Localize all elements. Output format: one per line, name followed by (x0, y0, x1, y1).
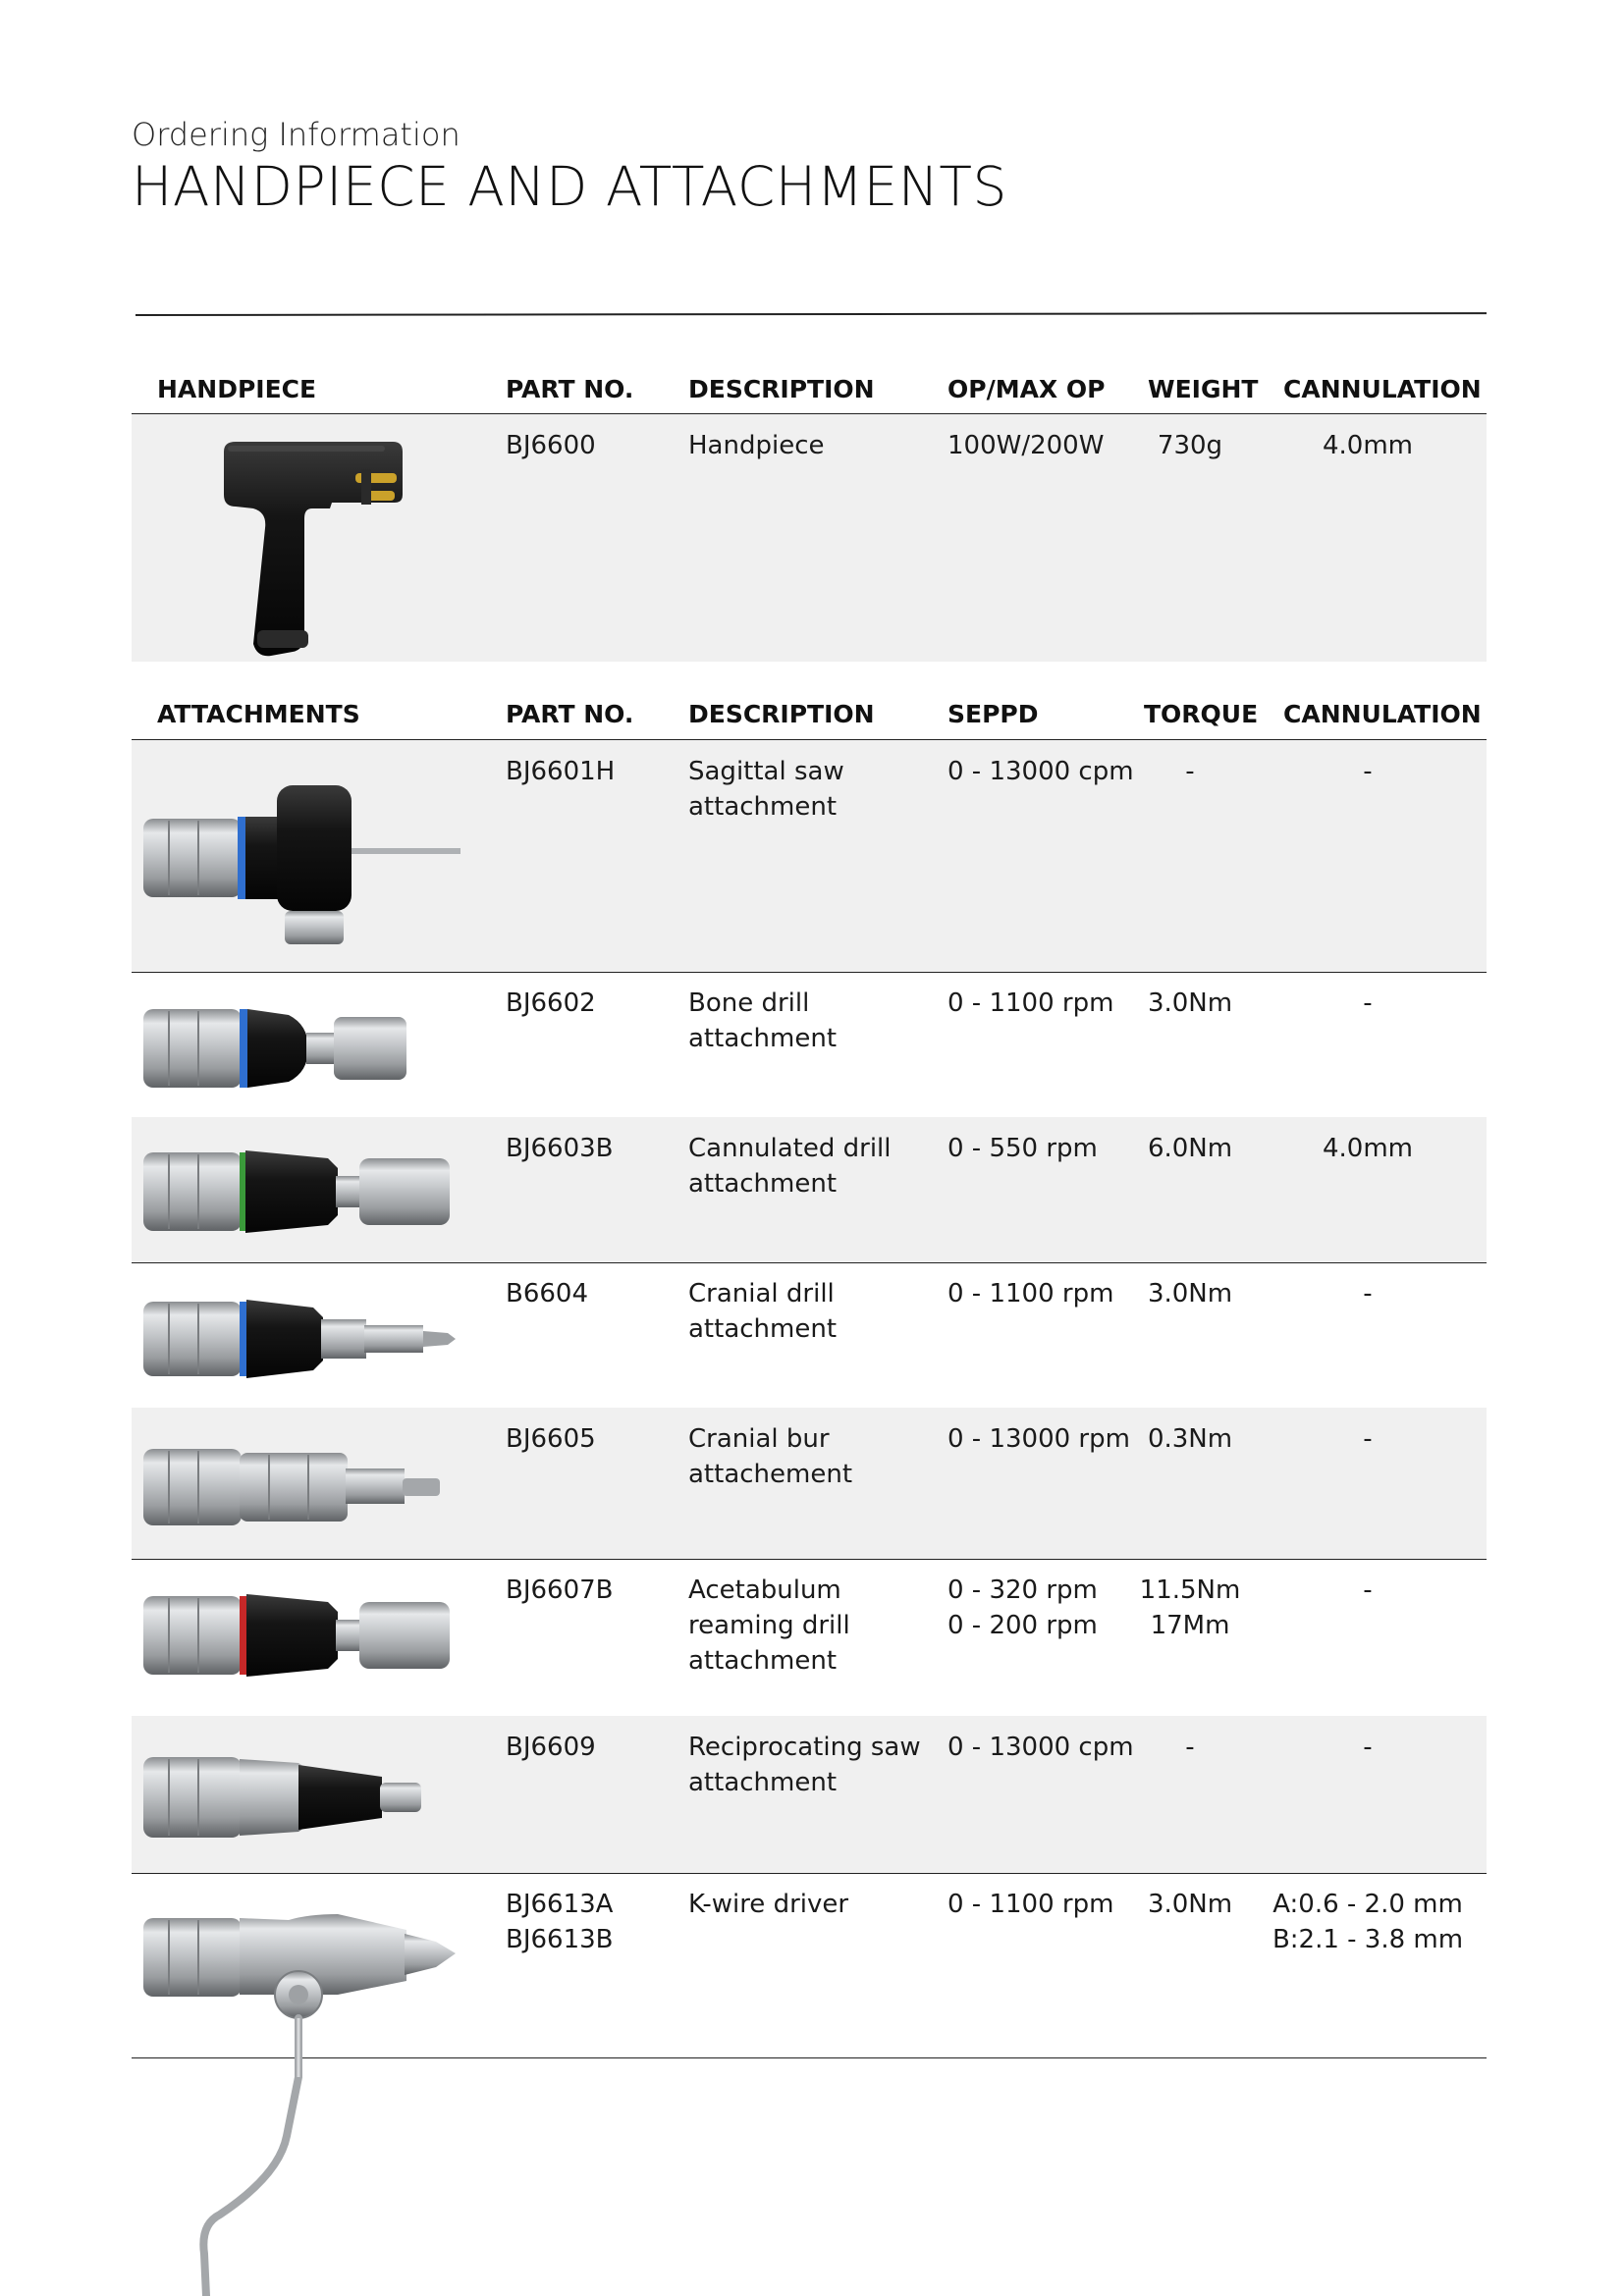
speed: 0 - 320 rpm 0 - 200 rpm (947, 1575, 1098, 1640)
cranial-bur-attachment-icon (141, 1443, 465, 1531)
part-number: BJ6613A BJ6613B (506, 1890, 614, 1954)
part-number: BJ6603B (506, 1134, 614, 1163)
handpiece-table-header (0, 375, 1624, 414)
torque: 3.0Nm (1147, 1890, 1233, 1919)
handpiece-op-max-op: 100W/200W (947, 431, 1105, 460)
table-row-bj6605 (132, 1408, 1487, 1559)
torque: - (1185, 1733, 1195, 1762)
part-number: BJ6605 (506, 1424, 596, 1454)
col-header-part-no: PART NO. (506, 700, 634, 728)
part-number: BJ6601H (506, 757, 616, 786)
col-header-cannulation: CANNULATION (1283, 700, 1482, 728)
section-subtitle: Ordering Information (132, 116, 460, 153)
torque: 6.0Nm (1147, 1134, 1233, 1163)
cannulation: - (1363, 988, 1373, 1018)
cannulation: - (1363, 1575, 1373, 1605)
speed: 0 - 1100 rpm (947, 1890, 1114, 1919)
handpiece-drill-icon (214, 434, 410, 660)
part-number: B6604 (506, 1279, 589, 1308)
attachments-table-header (0, 700, 1624, 739)
col-header-speed: SEPPD (947, 700, 1039, 728)
cannulation: - (1363, 757, 1373, 786)
col-header-part-no: PART NO. (506, 375, 634, 403)
description: Cannulated drill attachment (688, 1134, 892, 1199)
speed: 0 - 13000 rpm (947, 1424, 1130, 1454)
part-number: BJ6602 (506, 988, 596, 1018)
speed: 0 - 550 rpm (947, 1134, 1098, 1163)
speed: 0 - 1100 rpm (947, 1279, 1114, 1308)
table-row-bj6603b (132, 1117, 1487, 1262)
table-row-bj6602 (132, 972, 1487, 1117)
col-header-description: DESCRIPTION (688, 700, 875, 728)
col-header-op-max-op: OP/MAX OP (947, 375, 1106, 403)
table-row-bj6601h (132, 740, 1487, 972)
col-header-attachments: ATTACHMENTS (157, 700, 360, 728)
description: Reciprocating saw attachment (688, 1733, 921, 1797)
col-header-description: DESCRIPTION (688, 375, 875, 403)
handpiece-weight: 730g (1157, 431, 1223, 460)
speed: 0 - 13000 cpm (947, 757, 1134, 786)
table-row-handpiece (132, 414, 1487, 662)
cannulation: 4.0mm (1322, 1134, 1413, 1163)
col-header-torque: TORQUE (1144, 700, 1259, 728)
cannulated-drill-attachment-icon (141, 1148, 465, 1237)
torque: 11.5Nm 17Mm (1139, 1575, 1241, 1640)
acetabulum-reaming-drill-attachment-icon (141, 1592, 465, 1681)
description: Acetabulum reaming drill attachment (688, 1575, 850, 1676)
torque: 3.0Nm (1147, 988, 1233, 1018)
speed: 0 - 1100 rpm (947, 988, 1114, 1018)
table-row-bj6607b (132, 1559, 1487, 1716)
description: Sagittal saw attachment (688, 757, 844, 822)
handpiece-part-no: BJ6600 (506, 431, 596, 460)
table-row-b6604 (132, 1262, 1487, 1408)
k-wire-driver-icon (141, 1910, 475, 2296)
bone-drill-attachment-icon (141, 1005, 446, 1094)
handpiece-description: Handpiece (688, 431, 825, 460)
description: K-wire driver (688, 1890, 849, 1919)
handpiece-cannulation: 4.0mm (1322, 431, 1413, 460)
cannulation: - (1363, 1279, 1373, 1308)
table-row-bj6609 (132, 1716, 1487, 1873)
reciprocating-saw-attachment-icon (141, 1753, 465, 1842)
description: Bone drill attachment (688, 988, 838, 1053)
torque: - (1185, 757, 1195, 786)
cannulation: - (1363, 1424, 1373, 1454)
col-header-handpiece: HANDPIECE (157, 375, 317, 403)
cranial-drill-attachment-icon (141, 1296, 465, 1384)
col-header-cannulation: CANNULATION (1283, 375, 1482, 403)
cannulation: - (1363, 1733, 1373, 1762)
sagittal-saw-attachment-icon (139, 781, 463, 948)
description: Cranial drill attachment (688, 1279, 838, 1344)
part-number: BJ6609 (506, 1733, 596, 1762)
part-number: BJ6607B (506, 1575, 614, 1605)
description: Cranial bur attachement (688, 1424, 853, 1489)
speed: 0 - 13000 cpm (947, 1733, 1134, 1762)
page-title: HANDPIECE AND ATTACHMENTS (132, 155, 1007, 218)
torque: 3.0Nm (1147, 1279, 1233, 1308)
torque: 0.3Nm (1147, 1424, 1233, 1454)
cannulation: A:0.6 - 2.0 mm B:2.1 - 3.8 mm (1272, 1890, 1464, 1954)
col-header-weight: WEIGHT (1148, 375, 1259, 403)
top-divider (135, 312, 1487, 316)
